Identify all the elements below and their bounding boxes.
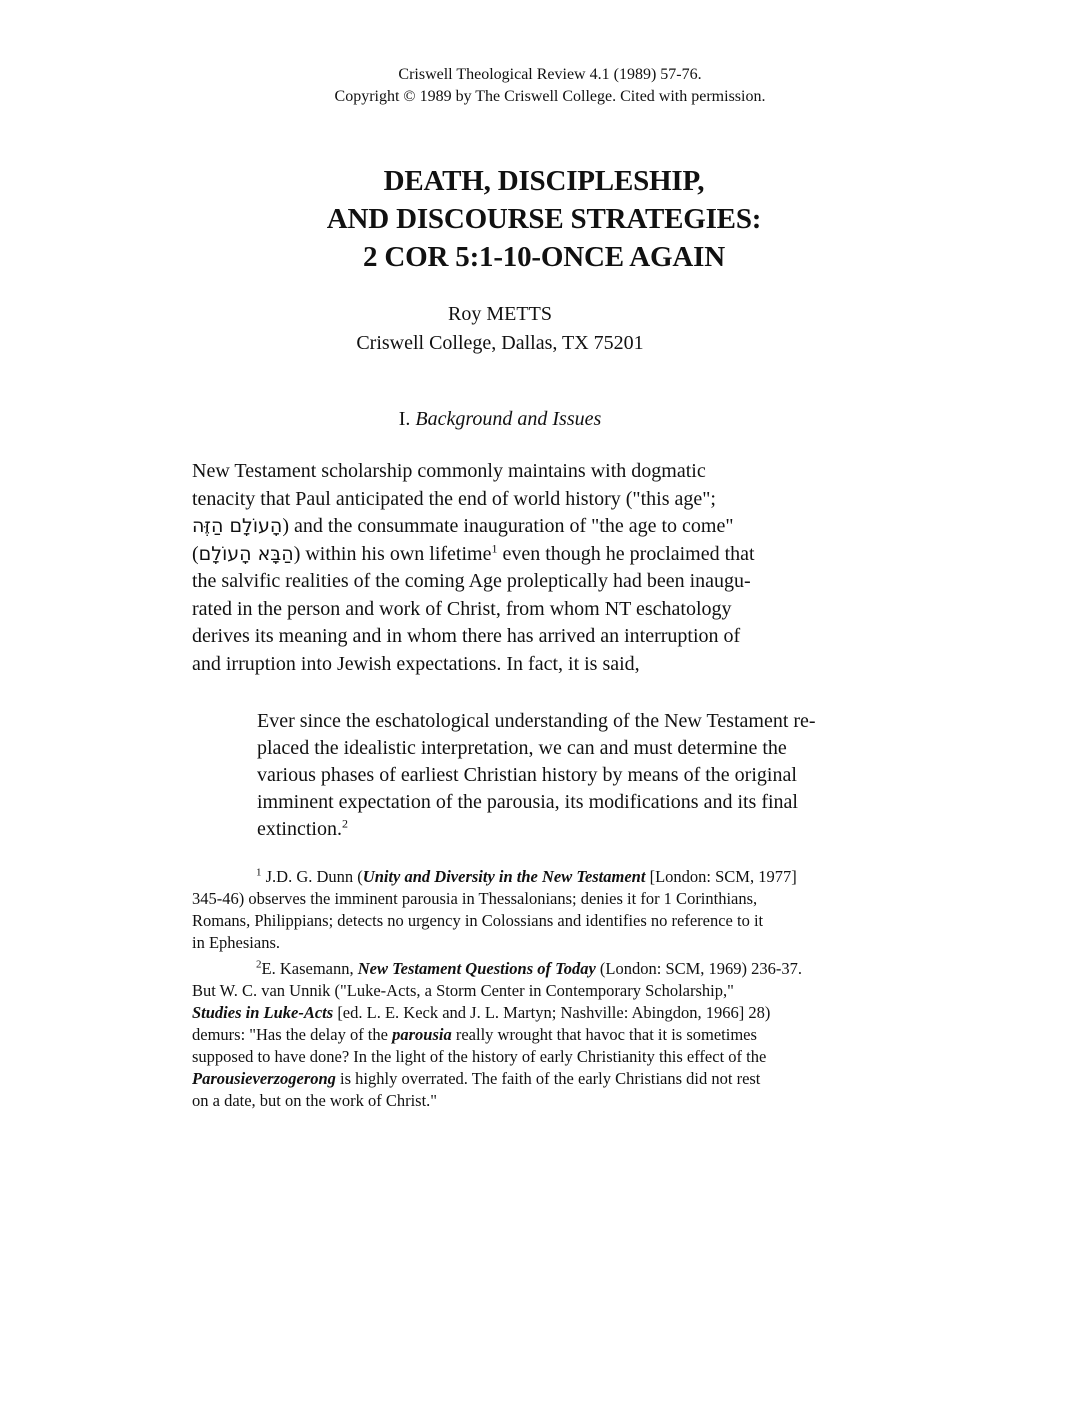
italic-term: Parousieverzogerong — [192, 1069, 336, 1088]
footnote-2 — [192, 958, 912, 1112]
paren-open: ( — [192, 542, 199, 565]
footnote-text: demurs: "Has the delay of the — [192, 1025, 393, 1044]
footnote-line — [192, 1024, 912, 1046]
footnote-marker-1: 1 — [256, 866, 262, 879]
footnote-line: Romans, Philippians; detects no urgency in Colossians and identifies no reference to it — [192, 911, 764, 930]
journal-citation-header — [150, 64, 950, 108]
body-line: and irruption into Jewish expectations. In fact, it is said, — [192, 652, 640, 675]
title-line-3: 2 COR 5:1-10-ONCE AGAIN — [363, 241, 725, 273]
footnote-ref-2[interactable]: 2 — [341, 816, 348, 831]
footnote-1 — [192, 866, 912, 954]
footnote-line: But W. C. van Unnik ("Luke-Acts, a Storm Center in Contemporary Scholarship," — [192, 981, 734, 1000]
body-line: the salvific realities of the coming Age proleptically had been inaugu- — [192, 570, 751, 592]
body-line: New Testament scholarship commonly maintains with dogmatic — [192, 460, 706, 482]
body-line: derives its meaning and in whom there has arrived an interruption of — [192, 625, 741, 647]
body-line — [192, 513, 882, 541]
book-title: Studies in Luke-Acts — [192, 1003, 334, 1022]
quote-line: placed the idealistic interpretation, we can and must determine the — [257, 737, 787, 759]
footnote-line — [192, 1002, 912, 1024]
body-line: rated in the person and work of Christ, from whom NT eschatology — [192, 597, 732, 620]
italic-term: parousia — [392, 1025, 452, 1044]
quote-line — [257, 816, 907, 843]
journal-citation: Criswell Theological Review 4.1 (1989) 57-76. — [398, 66, 702, 83]
section-heading — [250, 405, 750, 433]
hebrew-this-age: הָעוֹלָם הַזֶּה — [192, 515, 283, 537]
body-paragraph — [192, 458, 882, 678]
copyright-notice: Copyright © 1989 by The Criswell College. Cited with permission. — [334, 88, 766, 105]
footnote-text: [ed. L. E. Keck and J. L. Martyn; Nashville: Abingdon, 1966] 28) — [333, 1003, 771, 1022]
hebrew-age-to-come: הַבָּא הָעוֹלָם — [198, 542, 294, 565]
footnote-line — [192, 866, 912, 888]
book-title: Unity and Diversity in the New Testament — [362, 867, 646, 886]
footnote-text: [London: SCM, 1977] — [645, 867, 797, 886]
quote-line: Ever since the eschatological understanding of the New Testament re- — [257, 710, 816, 732]
footnote-marker-2: 2 — [256, 958, 262, 971]
body-text: even though he proclaimed that — [497, 542, 755, 565]
block-quote — [257, 708, 907, 843]
body-text: ) within his own lifetime — [293, 542, 492, 565]
article-title — [100, 162, 988, 276]
title-line-2: AND DISCOURSE STRATEGIES: — [326, 203, 762, 235]
footnote-line: 345-46) observes the imminent parousia in Thessalonians; denies it for 1 Corinthians, — [192, 889, 758, 908]
author-block — [200, 300, 800, 358]
footnote-text: E. Kasemann, — [261, 959, 358, 978]
section-number: I. — [398, 408, 411, 430]
body-line — [192, 541, 882, 569]
footnote-text: (London: SCM, 1969) 236-37. — [595, 959, 803, 978]
body-text: ) and the consummate inauguration of "the age to come" — [282, 515, 734, 537]
quote-text: extinction. — [257, 818, 342, 840]
book-title: New Testament Questions of Today — [357, 959, 596, 978]
footnote-text: J.D. G. Dunn ( — [261, 867, 363, 886]
title-line-1: DEATH, DISCIPLESHIP, — [383, 165, 705, 197]
footnotes — [192, 866, 912, 1112]
quote-line: various phases of earliest Christian history by means of the original — [257, 764, 797, 786]
footnote-text: really wrought that havoc that it is sometimes — [451, 1025, 757, 1044]
section-title: Background and Issues — [415, 408, 602, 430]
footnote-ref-1[interactable]: 1 — [491, 540, 498, 555]
author-affiliation: Criswell College, Dallas, TX 75201 — [356, 332, 644, 354]
footnote-line: in Ephesians. — [192, 933, 280, 952]
footnote-line — [192, 958, 912, 980]
footnote-line: on a date, but on the work of Christ." — [192, 1091, 438, 1110]
footnote-line: supposed to have done? In the light of the history of early Christianity this effect of the — [192, 1047, 767, 1066]
author-name: Roy METTS — [448, 303, 552, 325]
body-line: tenacity that Paul anticipated the end of world history ("this age"; — [192, 487, 716, 510]
quote-line: imminent expectation of the parousia, its modifications and its final — [257, 791, 798, 813]
footnote-line — [192, 1068, 912, 1090]
footnote-text: is highly overrated. The faith of the early Christians did not rest — [335, 1069, 761, 1088]
